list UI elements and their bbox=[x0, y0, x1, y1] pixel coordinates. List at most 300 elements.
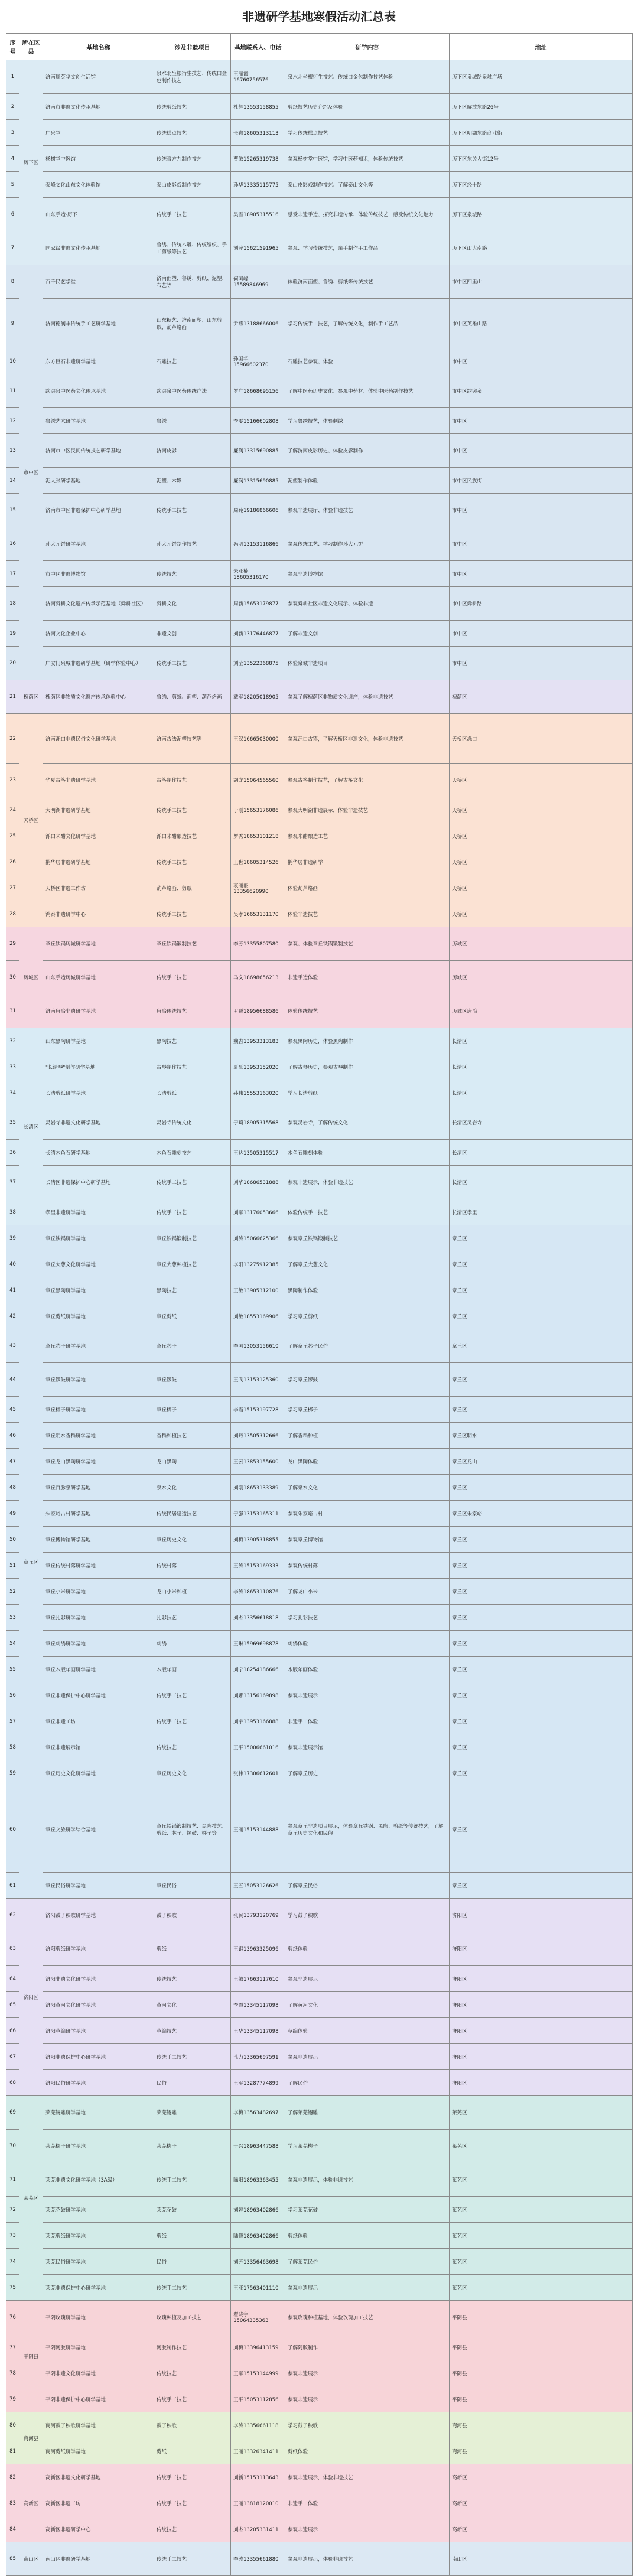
contact-cell: 李国13053156610 bbox=[231, 1329, 285, 1363]
heritage-project-cell: 传统剪纸技艺 bbox=[154, 94, 231, 120]
header-heritage-project: 涉及非遗项目 bbox=[154, 34, 231, 60]
index-cell: 42 bbox=[6, 1303, 19, 1329]
contact-cell: 冯明13153116866 bbox=[231, 527, 285, 561]
study-content-cell: 非遗手造体验 bbox=[285, 961, 450, 994]
study-content-cell: 体验传统手工技艺 bbox=[285, 1199, 450, 1225]
heritage-project-cell: 鼓子秧歌 bbox=[154, 2412, 231, 2438]
index-cell: 85 bbox=[6, 2542, 19, 2576]
address-cell: 莱芜区 bbox=[450, 2163, 633, 2197]
contact-cell: 孙华13335115775 bbox=[231, 172, 285, 198]
study-content-cell: 学习鼓子秧歌 bbox=[285, 1899, 450, 1932]
base-name-cell: 章丘刺绣研学基地 bbox=[43, 1631, 154, 1657]
contact-cell: 李芳13355807580 bbox=[231, 927, 285, 961]
index-cell: 1 bbox=[6, 60, 19, 94]
address-cell: 平阴县 bbox=[450, 2334, 633, 2360]
heritage-project-cell: 章丘铁锅锻制技艺 bbox=[154, 1225, 231, 1251]
address-cell: 长清区 bbox=[450, 1028, 633, 1054]
contact-cell: 李阳13275912385 bbox=[231, 1251, 285, 1277]
heritage-project-cell: 黑陶技艺 bbox=[154, 1028, 231, 1054]
header-district: 所在区县 bbox=[19, 34, 43, 60]
table-row bbox=[6, 2542, 633, 2576]
address-cell: 高新区 bbox=[450, 2490, 633, 2516]
heritage-project-cell: 章丘铁锅锻制技艺、黑陶技艺、剪纸、芯子、锣鼓、梆子等 bbox=[154, 1786, 231, 1873]
table-row bbox=[6, 2044, 633, 2070]
heritage-project-cell: 济南皮影 bbox=[154, 434, 231, 468]
heritage-project-cell: 黄河文化 bbox=[154, 1992, 231, 2018]
base-name-cell: 莱芜锡雕研学基地 bbox=[43, 2096, 154, 2130]
study-content-cell: 参观杨树堂中医馆，学习中医药知识，体验传统技艺 bbox=[285, 146, 450, 172]
study-content-cell: 参观米醋酿造工艺 bbox=[285, 823, 450, 849]
contact-cell: 戴军18205018905 bbox=[231, 680, 285, 714]
heritage-project-cell: 传统手工技艺 bbox=[154, 901, 231, 927]
address-cell: 章丘区 bbox=[450, 1873, 633, 1899]
base-name-cell: 商河剪纸研学基地 bbox=[43, 2438, 154, 2464]
address-cell: 市中区 bbox=[450, 408, 633, 434]
table-row bbox=[6, 1199, 633, 1225]
table-row bbox=[6, 2249, 633, 2275]
contact-cell: 马文18698656213 bbox=[231, 961, 285, 994]
contact-cell: 李梅13563482697 bbox=[231, 2096, 285, 2130]
index-cell: 29 bbox=[6, 927, 19, 961]
heritage-project-cell: 莱芜梆子 bbox=[154, 2130, 231, 2163]
study-content-cell: 参观非遗展示 bbox=[285, 2275, 450, 2301]
study-content-cell: 参观非遗展示 bbox=[285, 2386, 450, 2412]
district-cell: 历下区 bbox=[19, 60, 43, 265]
base-name-cell: 高新区非遗文化研学基地 bbox=[43, 2464, 154, 2490]
base-name-cell: 趵突泉中医药文化传承基地 bbox=[43, 374, 154, 408]
base-name-cell: 济南德润丰传统手工艺研学基地 bbox=[43, 299, 154, 348]
address-cell: 历下区东关大街12号 bbox=[450, 146, 633, 172]
heritage-project-cell: 章丘历史文化 bbox=[154, 1760, 231, 1786]
study-content-cell: 了解章丘芯子民俗 bbox=[285, 1329, 450, 1363]
index-cell: 32 bbox=[6, 1028, 19, 1054]
table-row bbox=[6, 927, 633, 961]
contact-cell: 刘新15153113643 bbox=[231, 2464, 285, 2490]
index-cell: 62 bbox=[6, 1899, 19, 1932]
address-cell: 章丘区 bbox=[450, 1363, 633, 1397]
heritage-project-cell: 山东糖艺、济南面塑、山东剪纸、葫芦烙画 bbox=[154, 299, 231, 348]
contact-cell: 朱亚楠18605316170 bbox=[231, 561, 285, 587]
study-content-cell: 学习章丘梆子 bbox=[285, 1397, 450, 1423]
contact-cell: 刘莹13522368875 bbox=[231, 647, 285, 680]
study-content-cell: 参观非遗展示，体验非遗技艺 bbox=[285, 2542, 450, 2576]
table-row bbox=[6, 1579, 633, 1605]
heritage-project-cell: 传统技艺 bbox=[154, 1966, 231, 1992]
address-cell: 历城区唐冶 bbox=[450, 994, 633, 1028]
contact-cell: 张伟17306612601 bbox=[231, 1760, 285, 1786]
district-cell: 南山区 bbox=[19, 2542, 43, 2576]
study-content-cell: 参观非遗展示 bbox=[285, 1682, 450, 1708]
base-name-cell: 莱芜剪纸研学基地 bbox=[43, 2223, 154, 2249]
base-name-cell: 章丘大葱文化研学基地 bbox=[43, 1251, 154, 1277]
contact-cell: 刘军13176053666 bbox=[231, 1199, 285, 1225]
index-cell: 65 bbox=[6, 1992, 19, 2018]
heritage-project-cell: 传统手工技艺 bbox=[154, 2275, 231, 2301]
study-content-cell: 参观传统村落 bbox=[285, 1553, 450, 1579]
table-row bbox=[6, 2018, 633, 2044]
heritage-project-cell: 传统手工技艺 bbox=[154, 2386, 231, 2412]
index-cell: 80 bbox=[6, 2412, 19, 2438]
table-row bbox=[6, 1932, 633, 1966]
table-row bbox=[6, 587, 633, 621]
address-cell: 济阳区 bbox=[450, 1992, 633, 2018]
heritage-project-cell: 传统民居建造技艺 bbox=[154, 1501, 231, 1527]
contact-cell: 刘杰13205331411 bbox=[231, 2516, 285, 2542]
heritage-project-cell: 舜耕文化 bbox=[154, 587, 231, 621]
heritage-project-cell: 传统糕点技艺 bbox=[154, 120, 231, 146]
table-row bbox=[6, 849, 633, 875]
address-cell: 商河县 bbox=[450, 2438, 633, 2464]
address-cell: 天桥区泺口 bbox=[450, 714, 633, 764]
study-content-cell: 剪纸技艺历史介绍及体验 bbox=[285, 94, 450, 120]
contact-cell: 陈阳18963363455 bbox=[231, 2163, 285, 2197]
address-cell: 平阴县 bbox=[450, 2360, 633, 2386]
district-cell: 章丘区 bbox=[19, 1225, 43, 1899]
index-cell: 13 bbox=[6, 434, 19, 468]
study-content-cell: 了解民俗 bbox=[285, 2070, 450, 2096]
index-cell: 54 bbox=[6, 1631, 19, 1657]
index-cell: 84 bbox=[6, 2516, 19, 2542]
contact-cell: 于兴18963447588 bbox=[231, 2130, 285, 2163]
table-row bbox=[6, 1449, 633, 1475]
table-row bbox=[6, 1329, 633, 1363]
index-cell: 64 bbox=[6, 1966, 19, 1992]
table-row bbox=[6, 198, 633, 231]
index-cell: 78 bbox=[6, 2360, 19, 2386]
address-cell: 章丘区 bbox=[450, 1657, 633, 1682]
base-name-cell: 章丘梆子研学基地 bbox=[43, 1397, 154, 1423]
index-cell: 52 bbox=[6, 1579, 19, 1605]
study-content-cell: 学习章丘锣鼓 bbox=[285, 1363, 450, 1397]
base-name-cell: 章丘百脉泉研学基地 bbox=[43, 1475, 154, 1501]
contact-cell: 刘涛15066625366 bbox=[231, 1225, 285, 1251]
index-cell: 28 bbox=[6, 901, 19, 927]
contact-cell: 刘宇13953166888 bbox=[231, 1708, 285, 1734]
address-cell: 章丘区 bbox=[450, 1553, 633, 1579]
study-content-cell: 体验济南面塑、鲁绣、剪纸等传统技艺 bbox=[285, 265, 450, 299]
table-row bbox=[6, 172, 633, 198]
index-cell: 40 bbox=[6, 1251, 19, 1277]
table-row bbox=[6, 1166, 633, 1199]
table-row bbox=[6, 2130, 633, 2163]
address-cell: 历下区泉城路泉城广场 bbox=[450, 60, 633, 94]
heritage-project-cell: 传统手工技艺 bbox=[154, 2163, 231, 2197]
address-cell: 莱芜区 bbox=[450, 2197, 633, 2223]
study-content-cell: 刺绣体验 bbox=[285, 1631, 450, 1657]
contact-cell: 王达13505315517 bbox=[231, 1140, 285, 1166]
base-name-cell: 国家级非遗文化传承基地 bbox=[43, 231, 154, 265]
table-row bbox=[6, 94, 633, 120]
heritage-project-cell: 济南古法泥塑技艺等 bbox=[154, 714, 231, 764]
address-cell: 长清区 bbox=[450, 1140, 633, 1166]
heritage-project-cell: 泉水文化 bbox=[154, 1475, 231, 1501]
address-cell: 长清区灵岩寺 bbox=[450, 1106, 633, 1140]
address-cell: 济阳区 bbox=[450, 1966, 633, 1992]
address-cell: 市中区 bbox=[450, 348, 633, 374]
index-cell: 24 bbox=[6, 797, 19, 823]
heritage-project-cell: 长清剪纸 bbox=[154, 1080, 231, 1106]
heritage-project-cell: 民俗 bbox=[154, 2249, 231, 2275]
table-row bbox=[6, 2096, 633, 2130]
district-cell: 高新区 bbox=[19, 2464, 43, 2542]
heritage-project-cell: 剪纸 bbox=[154, 1932, 231, 1966]
heritage-project-cell: 传统手工技艺 bbox=[154, 1682, 231, 1708]
study-content-cell: 了解香稻种植 bbox=[285, 1423, 450, 1449]
index-cell: 77 bbox=[6, 2334, 19, 2360]
base-name-cell: 济阳鼓子秧歌研学基地 bbox=[43, 1899, 154, 1932]
contact-cell: 罗秀18653101218 bbox=[231, 823, 285, 849]
table-row bbox=[6, 2412, 633, 2438]
contact-cell: 李涛18653110876 bbox=[231, 1579, 285, 1605]
district-cell: 历城区 bbox=[19, 927, 43, 1028]
base-name-cell: 莱芜非遗保护中心研学基地 bbox=[43, 2275, 154, 2301]
study-content-cell: 参观非遗展示，体验非遗技艺 bbox=[285, 2163, 450, 2197]
base-name-cell: 泰峰文化山东文化体验馆 bbox=[43, 172, 154, 198]
heritage-project-cell: 章丘铁锅锻制技艺 bbox=[154, 927, 231, 961]
study-content-cell: 了解中医药历史文化、参观中药材、体验中医药制作技艺 bbox=[285, 374, 450, 408]
base-name-cell: 高新区非遗工坊 bbox=[43, 2490, 154, 2516]
index-cell: 39 bbox=[6, 1225, 19, 1251]
study-content-cell: 泰山皮影戏制作技艺、了解泰山文化等 bbox=[285, 172, 450, 198]
contact-cell: 王飞13153125360 bbox=[231, 1363, 285, 1397]
base-name-cell: 济南泺口非遗民俗文化研学基地 bbox=[43, 714, 154, 764]
study-content-cell: 黑陶制作体验 bbox=[285, 1277, 450, 1303]
table-row bbox=[6, 2070, 633, 2096]
index-cell: 68 bbox=[6, 2070, 19, 2096]
study-content-cell: 学习传统糕点技艺 bbox=[285, 120, 450, 146]
base-name-cell: 南山区非遗研学基地 bbox=[43, 2542, 154, 2576]
base-name-cell: 章丘传统村落研学基地 bbox=[43, 1553, 154, 1579]
district-cell: 平阴县 bbox=[19, 2301, 43, 2412]
study-content-cell: 参观黑陶历史，体验黑陶制作 bbox=[285, 1028, 450, 1054]
table-row bbox=[6, 468, 633, 494]
table-row bbox=[6, 1605, 633, 1631]
study-content-cell: 参观非遗展示 bbox=[285, 1966, 450, 1992]
heritage-project-cell: 章丘梆子 bbox=[154, 1397, 231, 1423]
study-content-cell: 学习传统手工技艺，了解传统文化，制作手工艺品 bbox=[285, 299, 450, 348]
base-name-cell: 鲁绣艺术研学基地 bbox=[43, 408, 154, 434]
study-content-cell: 了解章丘大葱文化 bbox=[285, 1251, 450, 1277]
heritage-project-cell: 章丘芯子 bbox=[154, 1329, 231, 1363]
index-cell: 56 bbox=[6, 1682, 19, 1708]
contact-cell: 张鑫18605313113 bbox=[231, 120, 285, 146]
index-cell: 45 bbox=[6, 1397, 19, 1423]
index-cell: 63 bbox=[6, 1932, 19, 1966]
index-cell: 49 bbox=[6, 1501, 19, 1527]
study-content-cell: 石雕技艺参观、体验 bbox=[285, 348, 450, 374]
address-cell: 章丘区 bbox=[450, 1303, 633, 1329]
table-row bbox=[6, 2223, 633, 2249]
base-name-cell: 济南唐冶非遗研学基地 bbox=[43, 994, 154, 1028]
table-row bbox=[6, 1873, 633, 1899]
index-cell: 2 bbox=[6, 94, 19, 120]
address-cell: 济阳区 bbox=[450, 1932, 633, 1966]
table-row bbox=[6, 2163, 633, 2197]
base-name-cell: 高新区非遗研学中心 bbox=[43, 2516, 154, 2542]
address-cell: 莱芜区 bbox=[450, 2249, 633, 2275]
index-cell: 31 bbox=[6, 994, 19, 1028]
index-cell: 30 bbox=[6, 961, 19, 994]
base-name-cell: 济南舜耕文化遗产传承示范基地（舜耕社区） bbox=[43, 587, 154, 621]
study-content-cell: 非遗手工体验 bbox=[285, 2490, 450, 2516]
base-name-cell: 平阴非遗文化研学基地 bbox=[43, 2360, 154, 2386]
study-content-cell: 体验传统技艺 bbox=[285, 994, 450, 1028]
base-name-cell: 山东手造历城研学基地 bbox=[43, 961, 154, 994]
study-content-cell: 感受非遗手造、探究非遗传承、体验传统技艺，感受传统文化魅力 bbox=[285, 198, 450, 231]
base-name-cell: 平阴阿胶研学基地 bbox=[43, 2334, 154, 2360]
table-row bbox=[6, 1397, 633, 1423]
base-name-cell: 章丘非遗工坊 bbox=[43, 1708, 154, 1734]
base-name-cell: 章丘民俗研学基地 bbox=[43, 1873, 154, 1899]
address-cell: 章丘区 bbox=[450, 1760, 633, 1786]
contact-cell: 尹鹏18956688586 bbox=[231, 994, 285, 1028]
study-content-cell: 参观朱家峪古村 bbox=[285, 1501, 450, 1527]
contact-cell: 曹敏15265319738 bbox=[231, 146, 285, 172]
heritage-project-cell: 章丘剪纸 bbox=[154, 1303, 231, 1329]
table-header-row bbox=[6, 34, 633, 60]
study-content-cell: 了解龙山小米 bbox=[285, 1579, 450, 1605]
address-cell: 济阳区 bbox=[450, 1899, 633, 1932]
base-name-cell: 章丘黑陶研学基地 bbox=[43, 1277, 154, 1303]
address-cell: 章丘区 bbox=[450, 1475, 633, 1501]
index-cell: 36 bbox=[6, 1140, 19, 1166]
address-cell: 章丘区 bbox=[450, 1527, 633, 1553]
contact-cell: 王五15053126626 bbox=[231, 1873, 285, 1899]
table-row bbox=[6, 1423, 633, 1449]
base-name-cell: 天桥区非遗工作坊 bbox=[43, 875, 154, 901]
base-name-cell: 济南市中区非遗保护中心研学基地 bbox=[43, 494, 154, 527]
contact-cell: 刘萍15621591965 bbox=[231, 231, 285, 265]
contact-cell: 王华13345117098 bbox=[231, 2018, 285, 2044]
index-cell: 67 bbox=[6, 2044, 19, 2070]
contact-cell: 刘杰13356618818 bbox=[231, 1605, 285, 1631]
contact-cell: 王丽13818120010 bbox=[231, 2490, 285, 2516]
study-content-cell: 参观非遗展示，体验非遗技艺 bbox=[285, 2464, 450, 2490]
index-cell: 74 bbox=[6, 2249, 19, 2275]
base-name-cell: 章丘非遗展示馆 bbox=[43, 1734, 154, 1760]
contact-cell: 杜辉13553158855 bbox=[231, 94, 285, 120]
contact-cell: 王涛15153169333 bbox=[231, 1553, 285, 1579]
contact-cell: 罗广18668695156 bbox=[231, 374, 285, 408]
study-content-cell: 参观非遗展示，体验非遗技艺 bbox=[285, 1166, 450, 1199]
address-cell: 市中区 bbox=[450, 527, 633, 561]
study-content-cell: 了解济南皮影历史、体验皮影制作 bbox=[285, 434, 450, 468]
header-base-name: 基地名称 bbox=[43, 34, 154, 60]
index-cell: 14 bbox=[6, 468, 19, 494]
index-cell: 4 bbox=[6, 146, 19, 172]
address-cell: 章丘区 bbox=[450, 1579, 633, 1605]
table-row bbox=[6, 961, 633, 994]
base-name-cell: 商河鼓子秧歌研学基地 bbox=[43, 2412, 154, 2438]
heritage-project-cell: 传统膏方九制作技艺 bbox=[154, 146, 231, 172]
contact-cell: 吴孝16653131170 bbox=[231, 901, 285, 927]
table-row bbox=[6, 1899, 633, 1932]
table-row bbox=[6, 146, 633, 172]
heritage-project-cell: 济南面塑、鲁绣、剪纸、泥塑、布艺等 bbox=[154, 265, 231, 299]
address-cell: 济阳区 bbox=[450, 2044, 633, 2070]
index-cell: 53 bbox=[6, 1605, 19, 1631]
heritage-project-cell: 传统手工技艺 bbox=[154, 2542, 231, 2576]
heritage-project-cell: 传统手工技艺 bbox=[154, 494, 231, 527]
heritage-project-cell: 龙山小米种植 bbox=[154, 1579, 231, 1605]
table-row bbox=[6, 1080, 633, 1106]
address-cell: 历下区泉城路 bbox=[450, 198, 633, 231]
table-row bbox=[6, 1966, 633, 1992]
base-name-cell: 章丘铁锅研学基地 bbox=[43, 1225, 154, 1251]
heritage-project-cell: 传统手工技艺 bbox=[154, 2490, 231, 2516]
base-name-cell: "长清琴"制作研学基地 bbox=[43, 1054, 154, 1080]
heritage-project-cell: 传统手工技艺 bbox=[154, 849, 231, 875]
address-cell: 章丘区朱家峪 bbox=[450, 1501, 633, 1527]
contact-cell: 王平15053112856 bbox=[231, 2386, 285, 2412]
index-cell: 8 bbox=[6, 265, 19, 299]
contact-cell: 张民13793120769 bbox=[231, 1899, 285, 1932]
study-content-cell: 学习莱芜梆子 bbox=[285, 2130, 450, 2163]
study-content-cell: 参观章丘博物馆 bbox=[285, 1527, 450, 1553]
index-cell: 18 bbox=[6, 587, 19, 621]
index-cell: 61 bbox=[6, 1873, 19, 1899]
heritage-project-cell: 泺口米醋酿造技艺 bbox=[154, 823, 231, 849]
base-name-cell: 章丘剪纸研学基地 bbox=[43, 1303, 154, 1329]
heritage-project-cell: 木鱼石雕刻技艺 bbox=[154, 1140, 231, 1166]
base-name-cell: 长清木鱼石研学基地 bbox=[43, 1140, 154, 1166]
study-content-cell: 木鱼石雕刻体验 bbox=[285, 1140, 450, 1166]
study-content-cell: 了解黄河文化 bbox=[285, 1992, 450, 2018]
contact-cell: 刘敏18553169906 bbox=[231, 1303, 285, 1329]
study-content-cell: 学习章丘剪纸 bbox=[285, 1303, 450, 1329]
table-row bbox=[6, 1054, 633, 1080]
study-content-cell: 了解古琴历史，参观古琴制作 bbox=[285, 1054, 450, 1080]
study-content-cell: 了解章丘民俗 bbox=[285, 1873, 450, 1899]
address-cell: 平阴县 bbox=[450, 2386, 633, 2412]
table-row bbox=[6, 60, 633, 94]
table-row bbox=[6, 1303, 633, 1329]
base-name-cell: 章丘博物馆研学基地 bbox=[43, 1527, 154, 1553]
heritage-project-cell: 泰山皮影戏制作技艺 bbox=[154, 172, 231, 198]
table-row bbox=[6, 1501, 633, 1527]
table-row bbox=[6, 434, 633, 468]
address-cell: 章丘区 bbox=[450, 1277, 633, 1303]
index-cell: 47 bbox=[6, 1449, 19, 1475]
base-name-cell: 莱芜梆子研学基地 bbox=[43, 2130, 154, 2163]
contact-cell: 王世18605314526 bbox=[231, 849, 285, 875]
index-cell: 70 bbox=[6, 2130, 19, 2163]
table-row bbox=[6, 1028, 633, 1054]
study-content-cell: 参观章丘非遗项目展示，体验章丘铁锅、黑陶、剪纸等传统技艺，了解章丘历史文化和民俗 bbox=[285, 1786, 450, 1873]
base-name-cell: 济南文化企业中心 bbox=[43, 621, 154, 647]
study-content-cell: 非遗手工体验 bbox=[285, 1708, 450, 1734]
index-cell: 81 bbox=[6, 2438, 19, 2464]
contact-cell: 于强13153165311 bbox=[231, 1501, 285, 1527]
address-cell: 章丘区 bbox=[450, 1631, 633, 1657]
study-content-cell: 参观灵岩寺，了解传统文化 bbox=[285, 1106, 450, 1140]
base-name-cell: 泥人张研学基地 bbox=[43, 468, 154, 494]
heritage-project-cell: 鲁绣 bbox=[154, 408, 231, 434]
contact-cell: 刘宁18254186666 bbox=[231, 1657, 285, 1682]
address-cell: 市中区舜耕路 bbox=[450, 587, 633, 621]
table-row bbox=[6, 1682, 633, 1708]
heritage-project-cell: 传统手工技艺 bbox=[154, 2464, 231, 2490]
base-name-cell: 朱家峪古村研学基地 bbox=[43, 1501, 154, 1527]
contact-cell: 于刚15653176086 bbox=[231, 797, 285, 823]
index-cell: 48 bbox=[6, 1475, 19, 1501]
base-name-cell: 济南市非遗文化传承基地 bbox=[43, 94, 154, 120]
base-name-cell: 平阴非遗保护中心研学基地 bbox=[43, 2386, 154, 2412]
index-cell: 76 bbox=[6, 2301, 19, 2334]
header-contact: 基地联系人、电话 bbox=[231, 34, 285, 60]
base-name-cell: 广安门泉城非遗研学基地（研学体验中心） bbox=[43, 647, 154, 680]
contact-cell: 李霞13345117098 bbox=[231, 1992, 285, 2018]
